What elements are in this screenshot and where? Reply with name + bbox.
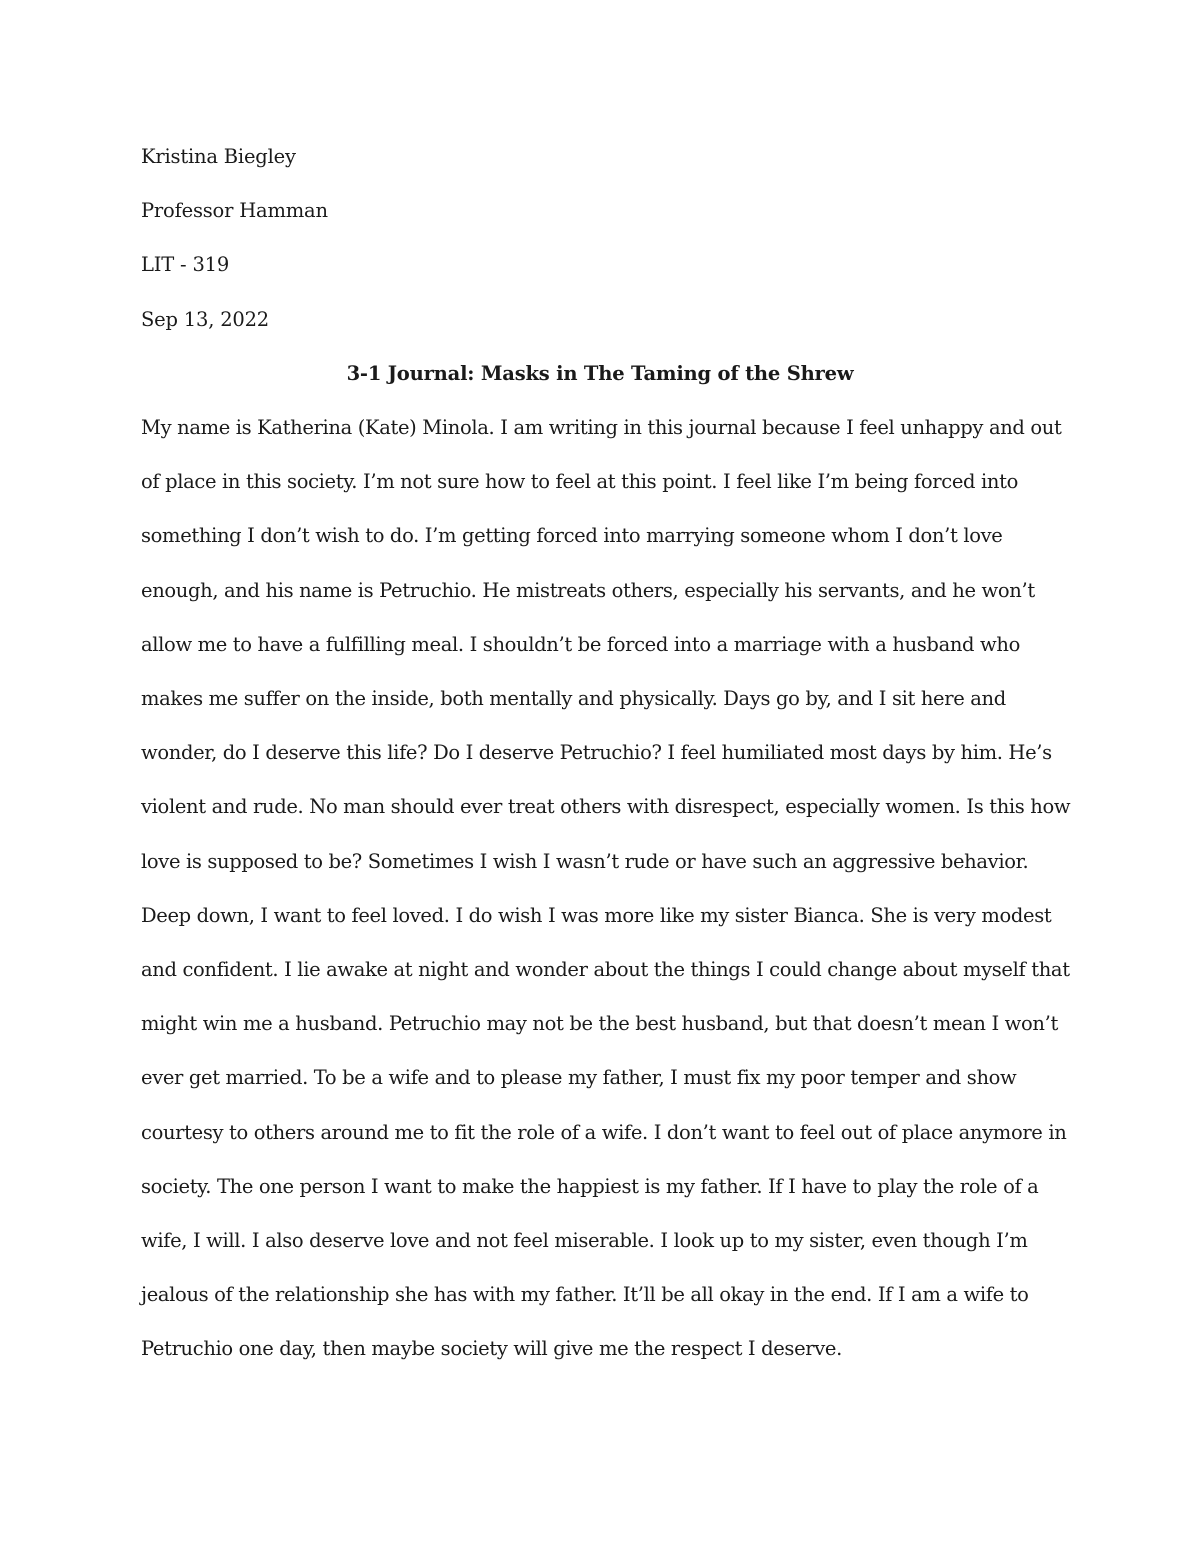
body-line: wonder, do I deserve this life? Do I deserve Petruchio? I feel humiliated most days by him. He’s (141, 741, 1052, 765)
document-title: 3-1 Journal: Masks in The Taming of the Shrew (346, 361, 854, 385)
body-line: My name is Katherina (Kate) Minola. I am writing in this journal because I feel unhappy and out (141, 416, 1062, 440)
body-line: of place in this society. I’m not sure how to feel at this point. I feel like I’m being forced into (141, 470, 1018, 494)
body-line: ever get married. To be a wife and to please my father, I must fix my poor temper and show (141, 1066, 1017, 1090)
body-line: society. The one person I want to make the happiest is my father. If I have to play the role of a (141, 1174, 1039, 1198)
author-name: Kristina Biegley (141, 145, 296, 168)
body-line: violent and rude. No man should ever treat others with disrespect, especially women. Is this how (141, 795, 1071, 819)
document-content (141, 130, 1071, 1377)
body-line: Petruchio one day, then maybe society will give me the respect I deserve. (141, 1337, 842, 1361)
body-line: allow me to have a fulfilling meal. I shouldn’t be forced into a marriage with a husband who (141, 632, 1020, 656)
body-line: something I don’t wish to do. I’m getting forced into marrying someone whom I don’t love (141, 524, 1003, 548)
body-line: Deep down, I want to feel loved. I do wish I was more like my sister Bianca. She is very modest (141, 903, 1052, 927)
course-code: LIT - 319 (141, 253, 230, 277)
journal-body (141, 401, 1071, 1377)
body-line: might win me a husband. Petruchio may not be the best husband, but that doesn’t mean I won’t (141, 1012, 1058, 1036)
body-line: enough, and his name is Petruchio. He mistreats others, especially his servants, and he won’t (141, 578, 1035, 602)
body-line: courtesy to others around me to fit the role of a wife. I don’t want to feel out of place anymore in (141, 1120, 1067, 1144)
instructor-name: Professor Hamman (141, 199, 328, 223)
body-line: and confident. I lie awake at night and wonder about the things I could change about myself that (141, 958, 1070, 982)
body-line: makes me suffer on the inside, both mentally and physically. Days go by, and I sit here and (141, 687, 1006, 711)
body-line: love is supposed to be? Sometimes I wish I wasn’t rude or have such an aggressive behavior. (141, 849, 1029, 873)
document-date: Sep 13, 2022 (141, 307, 270, 331)
body-line: jealous of the relationship she has with my father. It’ll be all okay in the end. If I am a wife to (141, 1283, 1029, 1307)
body-line: wife, I will. I also deserve love and not feel miserable. I look up to my sister, even though I’m (141, 1229, 1028, 1253)
